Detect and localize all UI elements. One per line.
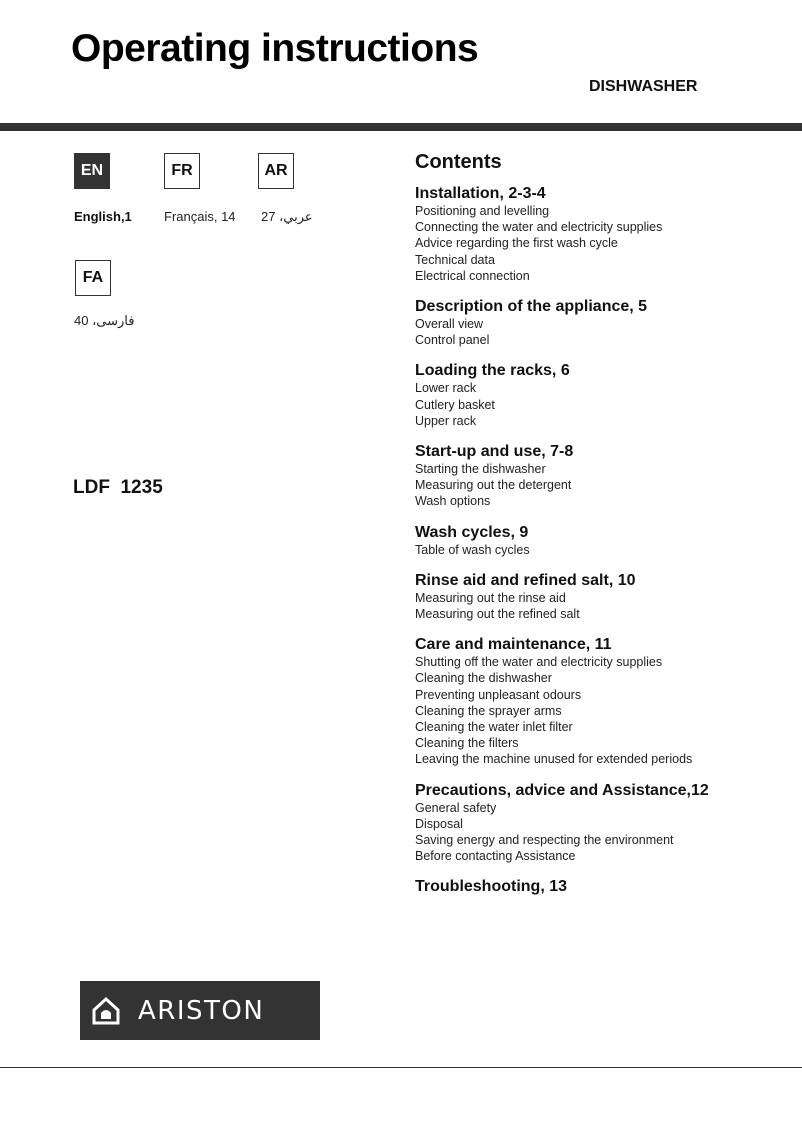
toc-title[interactable]: Description of the appliance, 5 [415,298,648,316]
page-title: Operating instructions [71,27,479,70]
toc-section-precautions [415,781,795,865]
brand-name: ARISTON [138,995,265,1026]
toc-section-description [415,297,795,348]
toc-item[interactable]: Positioning and levelling [415,204,550,218]
toc-item[interactable]: Measuring out the refined salt [415,607,580,622]
lang-button-ar[interactable]: AR [258,153,294,189]
toc-section-wash-cycles [415,523,795,558]
toc-section-startup [415,442,795,510]
toc-title[interactable]: Installation, 2-3-4 [415,185,546,202]
lang-link-francais[interactable]: Français, 14 [164,209,236,224]
header-divider [0,123,802,131]
toc-item[interactable]: Preventing unpleasant odours [415,687,582,702]
toc-title[interactable]: Care and maintenance, 11 [415,636,612,654]
footer-divider [0,1067,802,1068]
toc-item[interactable]: Saving energy and respecting the environment [415,833,674,848]
ariston-logo [80,981,320,1040]
table-of-contents [415,150,795,909]
toc-item[interactable]: Measuring out the detergent [415,478,572,493]
toc-item[interactable]: Cleaning the filters [415,736,519,751]
toc-title[interactable]: Start-up and use, 7-8 [415,443,574,461]
toc-item[interactable]: Advice regarding the first wash cycle [415,236,618,251]
toc-item[interactable]: Wash options [415,494,491,509]
toc-title[interactable]: Precautions, advice and Assistance,12 [415,781,709,799]
toc-item[interactable]: Shutting off the water and electricity supplies [415,655,663,670]
lang-button-en[interactable]: EN [74,153,110,189]
house-icon [90,995,122,1027]
toc-section-troubleshooting [415,877,795,896]
toc-item[interactable]: Connecting the water and electricity supplies [415,220,663,235]
lang-button-fr[interactable]: FR [164,153,200,189]
model-number: LDF 1235 [73,477,163,498]
lang-link-farsi[interactable]: فارسی، 40 [74,313,135,328]
toc-item[interactable]: Lower rack [415,381,477,396]
toc-item[interactable]: Before contacting Assistance [415,849,576,864]
product-type: DISHWASHER [589,78,698,95]
toc-item[interactable]: Table of wash cycles [415,542,530,557]
toc-item[interactable]: Overall view [415,317,484,332]
toc-title[interactable]: Rinse aid and refined salt, 10 [415,571,636,589]
toc-title[interactable]: Wash cycles, 9 [415,523,529,541]
toc-item[interactable]: Electrical connection [415,268,530,283]
toc-title[interactable]: Loading the racks, 6 [415,362,570,380]
toc-item[interactable]: Cleaning the dishwasher [415,671,552,686]
toc-item[interactable]: Cleaning the sprayer arms [415,703,562,718]
toc-item[interactable]: Technical data [415,252,495,267]
toc-section-rinse-aid [415,571,795,622]
toc-item[interactable]: Measuring out the rinse aid [415,590,566,605]
toc-item[interactable]: Cleaning the water inlet filter [415,720,573,735]
toc-title[interactable]: Troubleshooting, 13 [415,878,568,896]
toc-section-installation [415,184,795,284]
toc-item[interactable]: Control panel [415,333,490,348]
toc-item[interactable]: Upper rack [415,413,477,428]
toc-item[interactable]: Disposal [415,816,463,831]
toc-item[interactable]: Starting the dishwasher [415,462,546,477]
toc-item[interactable]: General safety [415,800,497,815]
toc-section-care [415,635,795,767]
lang-button-fa[interactable]: FA [75,260,111,296]
lang-link-arabic[interactable]: عربي، 27 [261,209,313,224]
toc-item[interactable]: Leaving the machine unused for extended periods [415,752,693,767]
contents-heading: Contents [415,151,502,173]
lang-link-english[interactable]: English,1 [74,209,132,224]
toc-section-loading [415,361,795,429]
toc-item[interactable]: Cutlery basket [415,397,495,412]
